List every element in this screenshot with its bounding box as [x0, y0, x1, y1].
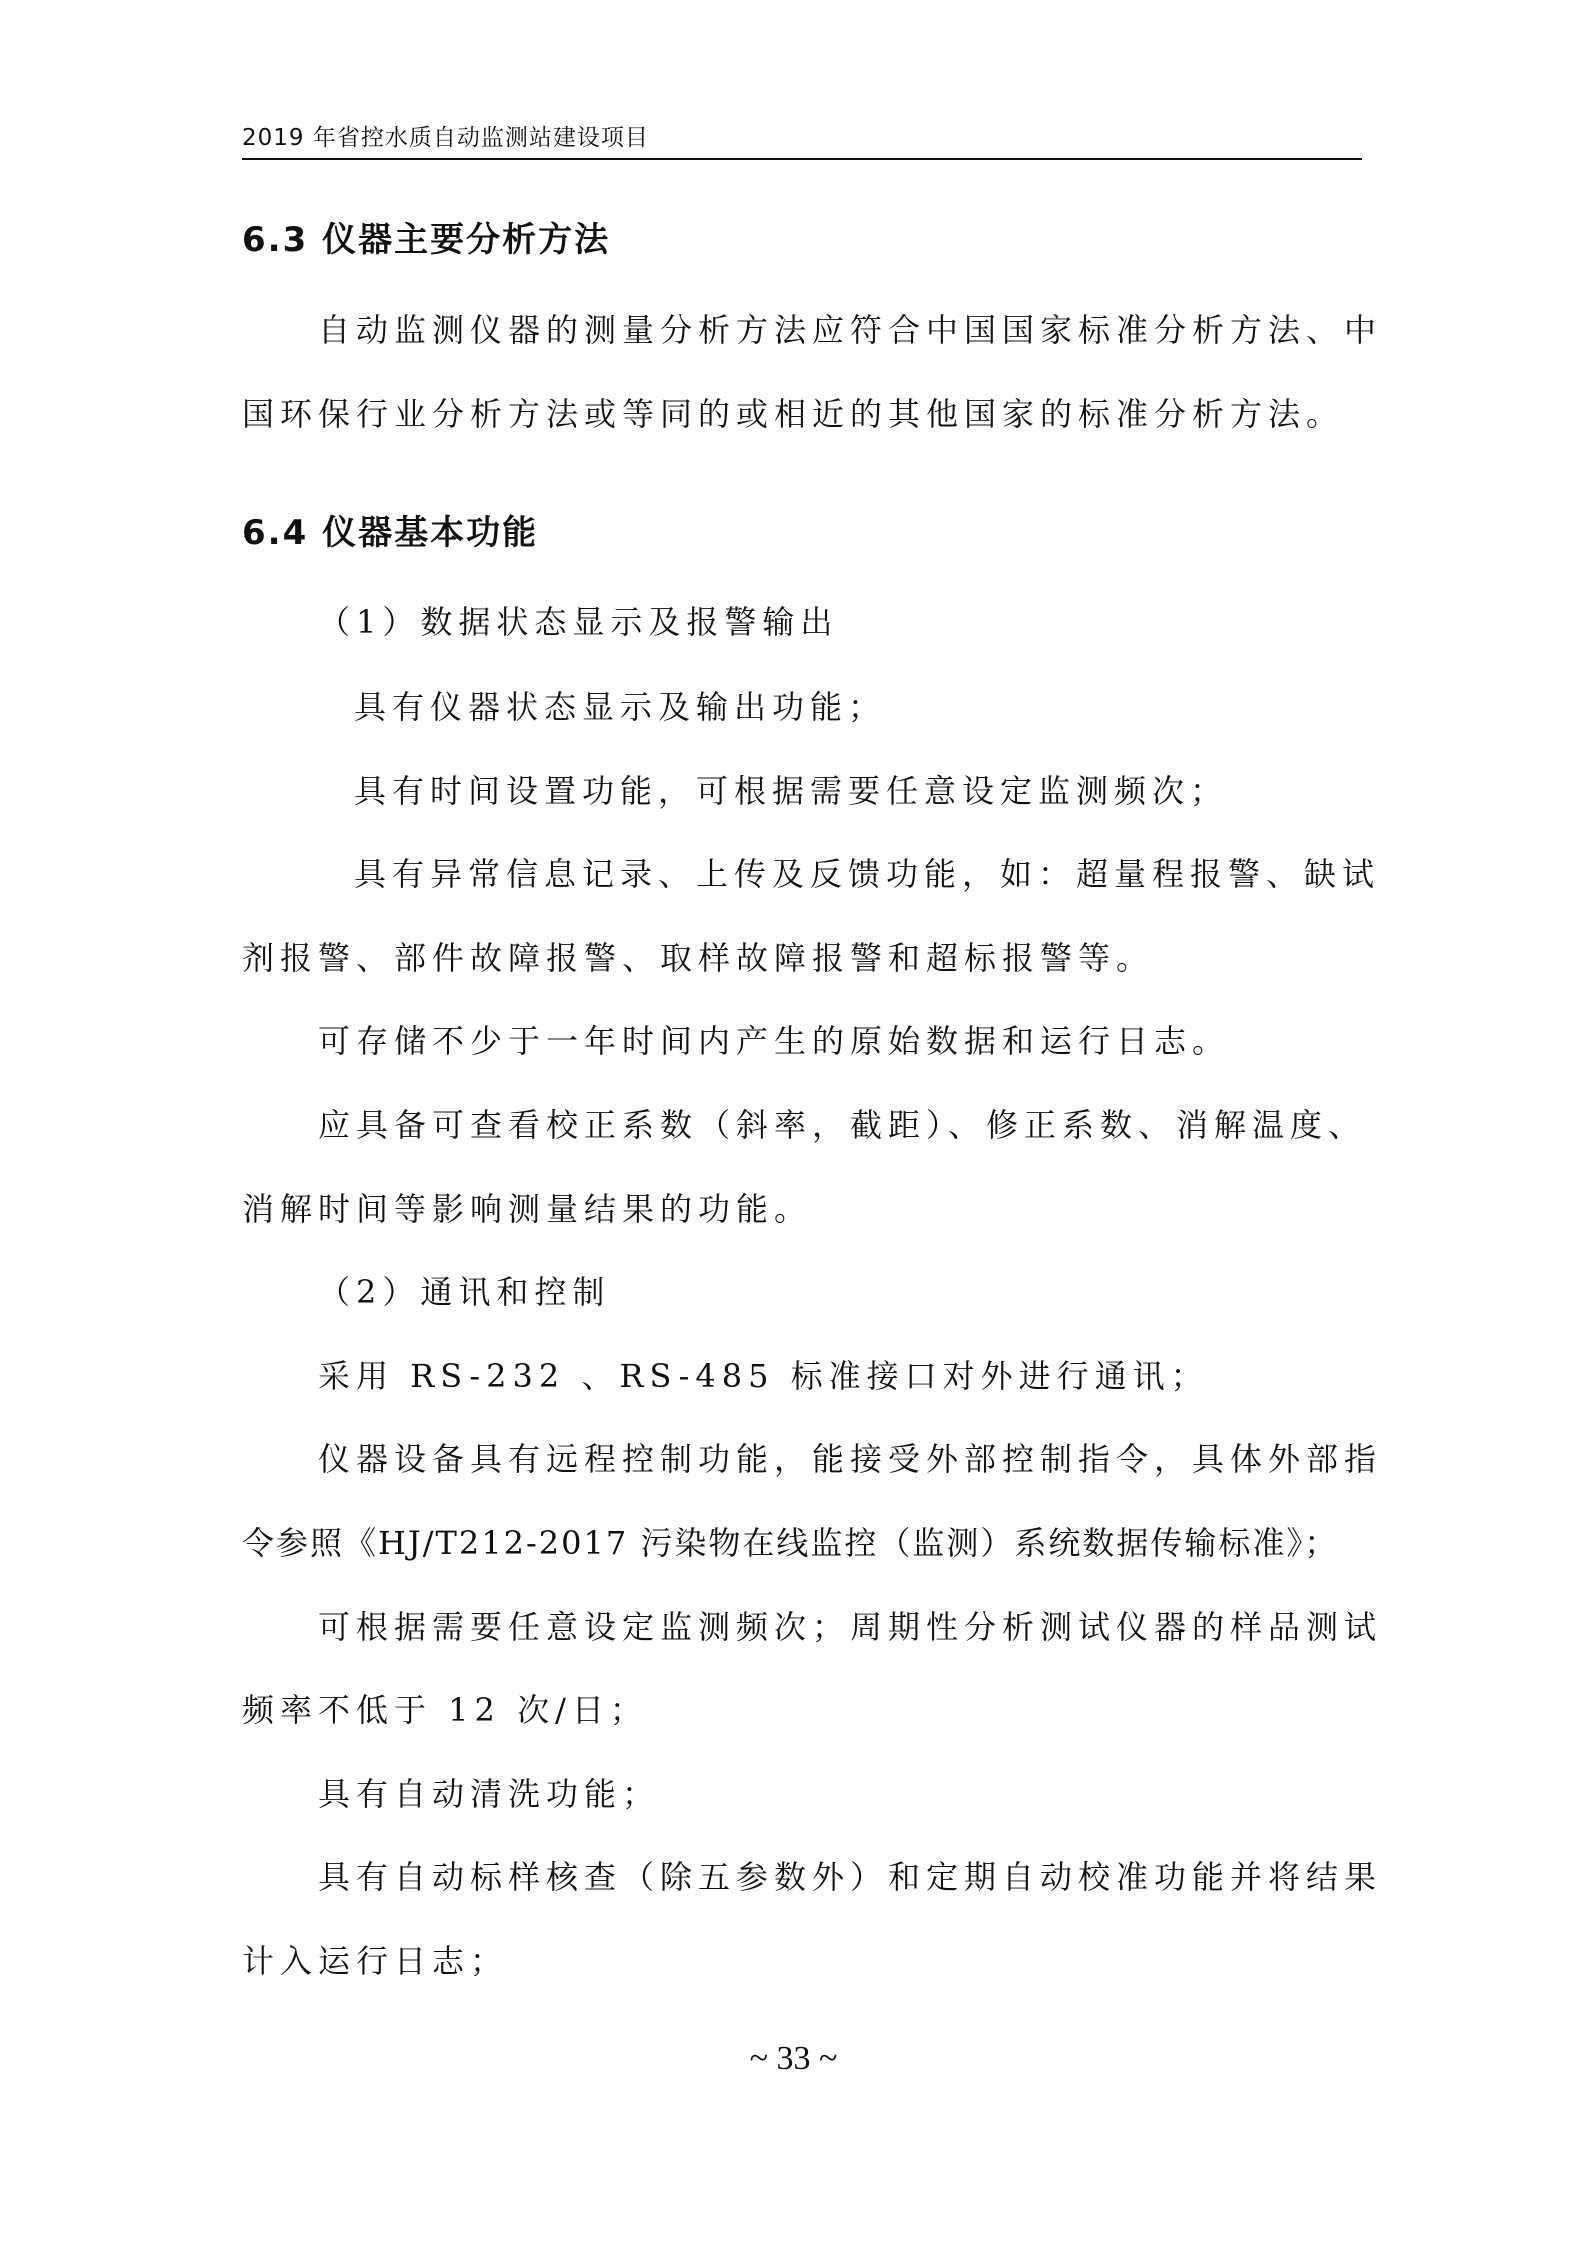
- page-number: ~ 33 ~: [749, 2040, 838, 2077]
- body-line: 仪器设备具有远程控制功能，能接受外部控制指令，具体外部指: [318, 1440, 1383, 1478]
- body-line: 计入运行日志；: [242, 1942, 509, 1980]
- header-title: 2019 年省控水质自动监测站建设项目: [242, 125, 649, 151]
- body-line: 剂报警、部件故障报警、取样故障报警和超标报警等。: [242, 939, 1155, 977]
- body-line: 应具备可查看校正系数（斜率，截距）、修正系数、消解温度、: [318, 1106, 1367, 1144]
- body-line: 具有自动清洗功能；: [318, 1775, 661, 1813]
- body-line: 国环保行业分析方法或等同的或相近的其他国家的标准分析方法。: [242, 395, 1345, 433]
- section-heading-6-3: 6.3 仪器主要分析方法: [242, 220, 611, 260]
- sub-heading: （2）通讯和控制: [318, 1273, 611, 1311]
- body-line: 频率不低于 12 次/日；: [242, 1691, 648, 1729]
- body-line: 可根据需要任意设定监测频次；周期性分析测试仪器的样品测试: [318, 1608, 1383, 1646]
- body-line: 具有自动标样核查（除五参数外）和定期自动校准功能并将结果: [318, 1858, 1383, 1896]
- body-line: 令参照《HJ/T212-2017 污染物在线监控（监测）系统数据传输标准》；: [242, 1524, 1339, 1562]
- section-heading-6-4: 6.4 仪器基本功能: [242, 513, 539, 553]
- body-line: 具有异常信息记录、上传及反馈功能，如：超量程报警、缺试: [354, 855, 1381, 893]
- body-line: 可存储不少于一年时间内产生的原始数据和运行日志。: [318, 1022, 1231, 1060]
- sub-heading: （1）数据状态显示及报警输出: [318, 603, 839, 641]
- body-line: 具有时间设置功能，可根据需要任意设定监测频次；: [354, 772, 1229, 810]
- body-line: 自动监测仪器的测量分析方法应符合中国国家标准分析方法、中: [318, 311, 1383, 349]
- body-line: 采用 RS-232 、RS-485 标准接口对外进行通讯；: [318, 1357, 1209, 1395]
- body-line: 消解时间等影响测量结果的功能。: [242, 1190, 813, 1228]
- page-header: [242, 118, 1362, 160]
- body-line: 具有仪器状态显示及输出功能；: [354, 688, 887, 726]
